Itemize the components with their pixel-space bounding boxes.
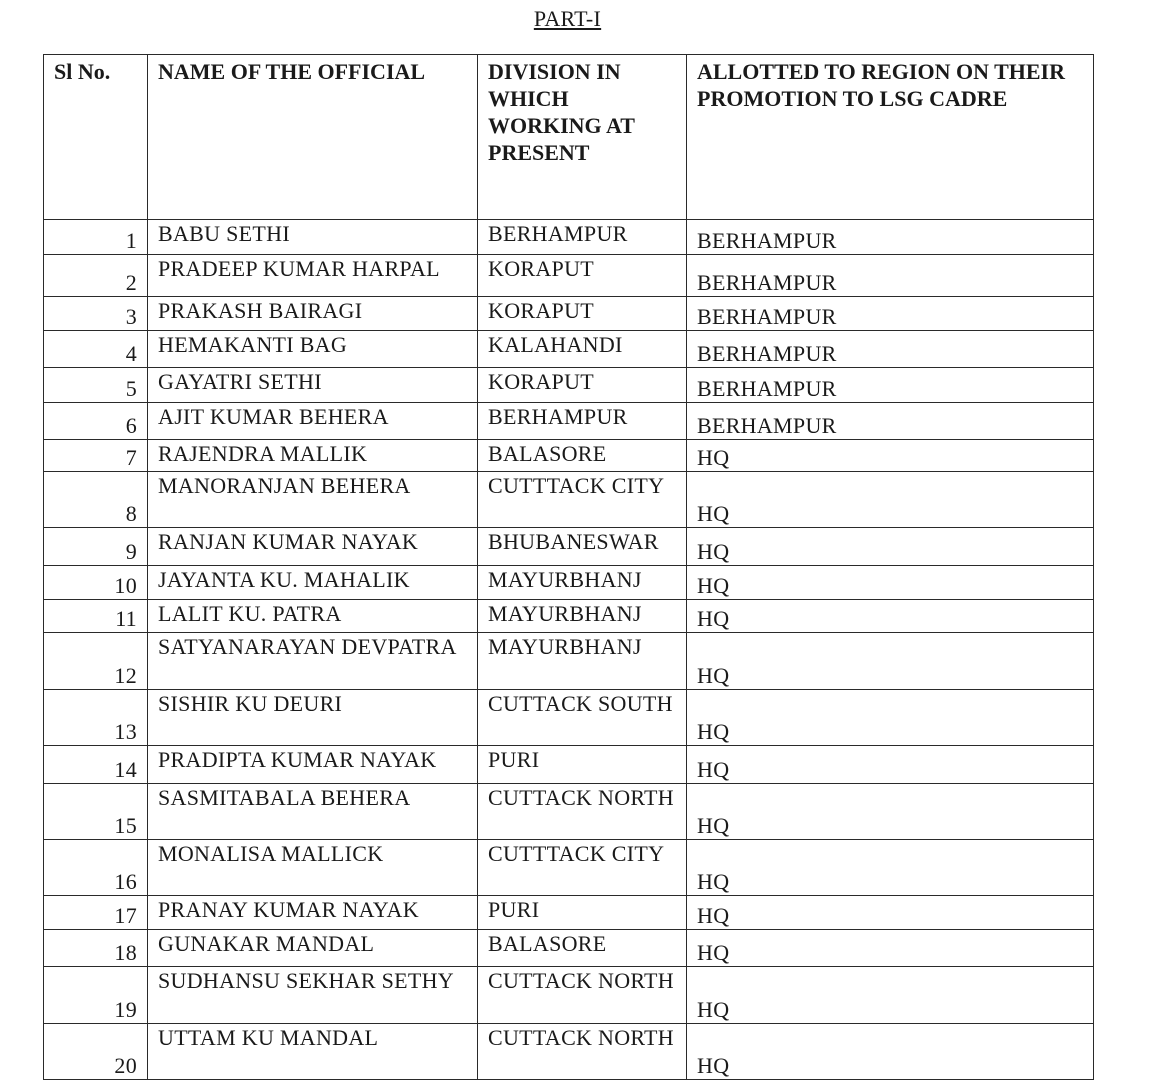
table-row [44,566,1094,600]
table-row [44,896,1094,930]
table-row [44,1024,1094,1080]
row-division: BALASORE [478,440,687,472]
row-official-name: LALIT KU. PATRA [148,600,478,633]
header-name: NAME OF THE OFFICIAL [148,55,478,220]
row-official-name: UTTAM KU MANDAL [148,1024,478,1080]
row-official-name: SUDHANSU SEKHAR SETHY [148,967,478,1024]
row-sl-no: 20 [44,1024,148,1080]
row-sl-no: 15 [44,784,148,840]
table-row [44,600,1094,633]
row-allotted-region: HQ [687,840,1094,896]
row-division: CUTTACK NORTH [478,1024,687,1080]
table-row [44,297,1094,331]
row-allotted-region: HQ [687,746,1094,784]
row-division: CUTTTACK CITY [478,840,687,896]
row-division: CUTTACK SOUTH [478,690,687,746]
row-official-name: PRADIPTA KUMAR NAYAK [148,746,478,784]
row-division: MAYURBHANJ [478,633,687,690]
table-row [44,220,1094,255]
row-allotted-region: BERHAMPUR [687,368,1094,403]
table-row [44,331,1094,368]
header-division: DIVISION IN WHICH WORKING AT PRESENT [478,55,687,220]
table-row [44,472,1094,528]
row-allotted-region: HQ [687,690,1094,746]
row-sl-no: 17 [44,896,148,930]
row-allotted-region: HQ [687,633,1094,690]
row-allotted-region: BERHAMPUR [687,331,1094,368]
header-region: ALLOTTED TO REGION ON THEIR PROMOTION TO LSG CADRE [687,55,1094,220]
row-allotted-region: BERHAMPUR [687,255,1094,297]
table-row [44,690,1094,746]
row-allotted-region: HQ [687,1024,1094,1080]
table-row [44,840,1094,896]
row-division: BERHAMPUR [478,220,687,255]
officials-table [43,54,1094,1080]
table-row [44,440,1094,472]
row-sl-no: 8 [44,472,148,528]
row-division: KORAPUT [478,255,687,297]
row-division: BALASORE [478,930,687,967]
row-sl-no: 10 [44,566,148,600]
row-official-name: SASMITABALA BEHERA [148,784,478,840]
row-division: BHUBANESWAR [478,528,687,566]
row-sl-no: 7 [44,440,148,472]
row-sl-no: 4 [44,331,148,368]
row-division: MAYURBHANJ [478,566,687,600]
row-official-name: JAYANTA KU. MAHALIK [148,566,478,600]
row-sl-no: 11 [44,600,148,633]
table-header-row [44,55,1094,220]
row-sl-no: 13 [44,690,148,746]
row-official-name: MANORANJAN BEHERA [148,472,478,528]
row-allotted-region: HQ [687,784,1094,840]
table-row [44,746,1094,784]
row-division: PURI [478,746,687,784]
row-allotted-region: BERHAMPUR [687,220,1094,255]
table-row [44,368,1094,403]
row-allotted-region: HQ [687,930,1094,967]
row-sl-no: 19 [44,967,148,1024]
row-division: KORAPUT [478,368,687,403]
row-official-name: BABU SETHI [148,220,478,255]
row-official-name: PRADEEP KUMAR HARPAL [148,255,478,297]
header-sl-no: Sl No. [44,55,148,220]
row-allotted-region: BERHAMPUR [687,297,1094,331]
table-row [44,528,1094,566]
row-sl-no: 5 [44,368,148,403]
row-official-name: RANJAN KUMAR NAYAK [148,528,478,566]
table-row [44,784,1094,840]
table-row [44,930,1094,967]
row-sl-no: 18 [44,930,148,967]
row-allotted-region: HQ [687,896,1094,930]
table-row [44,255,1094,297]
row-division: CUTTACK NORTH [478,967,687,1024]
row-sl-no: 12 [44,633,148,690]
row-allotted-region: HQ [687,472,1094,528]
table-row [44,633,1094,690]
row-sl-no: 16 [44,840,148,896]
row-sl-no: 3 [44,297,148,331]
row-official-name: SATYANARAYAN DEVPATRA [148,633,478,690]
row-sl-no: 14 [44,746,148,784]
row-official-name: RAJENDRA MALLIK [148,440,478,472]
row-division: KALAHANDI [478,331,687,368]
row-official-name: MONALISA MALLICK [148,840,478,896]
row-allotted-region: HQ [687,528,1094,566]
row-allotted-region: HQ [687,600,1094,633]
row-division: CUTTTACK CITY [478,472,687,528]
row-division: MAYURBHANJ [478,600,687,633]
table-row [44,403,1094,440]
page-title: PART-I [533,6,602,31]
row-official-name: SISHIR KU DEURI [148,690,478,746]
row-allotted-region: HQ [687,566,1094,600]
row-sl-no: 1 [44,220,148,255]
row-allotted-region: HQ [687,440,1094,472]
row-division: KORAPUT [478,297,687,331]
row-division: CUTTACK NORTH [478,784,687,840]
table-row [44,967,1094,1024]
row-sl-no: 6 [44,403,148,440]
row-official-name: AJIT KUMAR BEHERA [148,403,478,440]
row-allotted-region: HQ [687,967,1094,1024]
row-allotted-region: BERHAMPUR [687,403,1094,440]
row-official-name: GUNAKAR MANDAL [148,930,478,967]
row-official-name: PRAKASH BAIRAGI [148,297,478,331]
row-division: BERHAMPUR [478,403,687,440]
row-official-name: PRANAY KUMAR NAYAK [148,896,478,930]
row-official-name: HEMAKANTI BAG [148,331,478,368]
row-official-name: GAYATRI SETHI [148,368,478,403]
row-division: PURI [478,896,687,930]
row-sl-no: 2 [44,255,148,297]
row-sl-no: 9 [44,528,148,566]
